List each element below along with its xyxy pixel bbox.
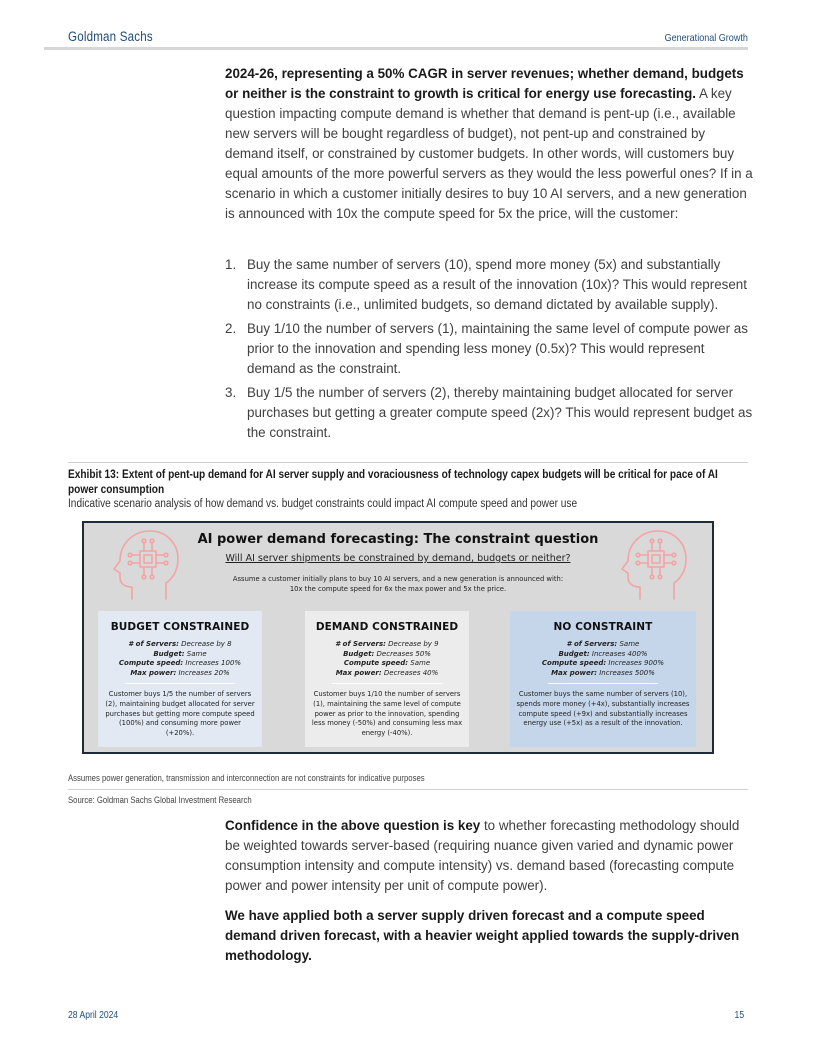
intro-paragraph	[225, 64, 755, 224]
list-text: Buy 1/5 the number of servers (2), thereby maintaining budget allocated for server purchases but getting a greater compute speed (2x)? This would represent budget as the constraint.	[247, 385, 753, 440]
stat-value: Same	[617, 640, 640, 648]
stat-label: # of Servers:	[335, 640, 386, 648]
scenario-demand-constrained	[305, 611, 469, 747]
scenario-description: Customer buys 1/10 the number of servers (1), maintaining the same level of compute power as prior to the innovation, spending less money (-50%) and consuming less max energy (-40%).	[311, 690, 463, 737]
stat-value: Decrease by 8	[178, 640, 232, 648]
divider	[548, 683, 658, 684]
stat-value: Increases 100%	[183, 659, 242, 668]
list-text: Buy 1/10 the number of servers (1), maintaining the same level of compute power as prior to the innovation and spending less money (0.5x)? This would represent demand as the constraint.	[247, 321, 748, 376]
divider	[332, 683, 442, 684]
stat-label: Budget:	[343, 649, 375, 658]
stat-value: Increases 900%	[606, 659, 665, 668]
assumption-line-2: 10x the compute speed for 6x the max power and 5x the price.	[289, 585, 507, 593]
divider	[125, 683, 235, 684]
stat-value: Decreases 50%	[374, 649, 431, 658]
confidence-text: to whether forecasting methodology should be weighted towards server-based (requiring nuance given varied and dynamic power consumption intensity and compute intensity) vs. demand based (forecasting compute power and power intensity per unit of compute power).	[225, 818, 740, 893]
stat-value: Decrease by 9	[385, 640, 439, 648]
confidence-paragraph	[225, 816, 755, 896]
source-rule	[68, 789, 748, 790]
exhibit-subtitle: Indicative scenario analysis of how demand vs. budget constraints could impact AI compute speed and power use	[68, 498, 578, 510]
stat-label: Compute speed:	[118, 659, 184, 668]
stat-label: # of Servers:	[128, 640, 179, 648]
stat-value: Same	[184, 649, 207, 658]
infographic-assumption	[174, 574, 622, 594]
methodology-bold: We have applied both a server supply driven forecast and a compute speed demand driven forecast, with a heavier weight applied towards the supply-driven methodology.	[225, 908, 740, 963]
confidence-bold: Confidence in the above question is key	[225, 818, 481, 833]
list-number: 3.	[225, 385, 237, 400]
stat-label: Compute speed:	[343, 659, 409, 668]
scenario-title: NO CONSTRAINT	[553, 621, 653, 633]
stat-label: # of Servers:	[566, 640, 618, 648]
scenario-description: Customer buys 1/5 the number of servers (2), maintaining budget allocated for server purchases but getting more compute speed (100%) and consuming more power (+20%).	[105, 690, 255, 737]
page-number: 15	[734, 1010, 744, 1021]
stat-value: Increases 20%	[176, 668, 230, 677]
brand-name: Goldman Sachs	[68, 29, 153, 44]
scenario-title: DEMAND CONSTRAINED	[315, 621, 459, 633]
exhibit-note: Assumes power generation, transmission and interconnection are not constraints for indicative purposes	[68, 773, 425, 783]
stat-label: Compute speed:	[541, 659, 607, 668]
stat-label: Max power:	[551, 668, 598, 677]
infographic-question: Will AI server shipments be constrained by demand, budgets or neither?	[225, 553, 571, 564]
intro-bold: 2024-26, representing a 50% CAGR in server revenues; whether demand, budgets or neither is the constraint to growth is critical for energy use forecasting.	[225, 66, 744, 101]
intro-text: A key question impacting compute demand is whether that demand is pent-up (i.e., available new servers will be bought regardless of budget), not pent-up and constrained by demand itself, or constrained by customer budgets. In other words, will customers buy equal amounts of the more powerful servers as they would the less powerful ones? If in a scenario in which a customer initially desires to buy 10 AI servers, and a new generation is announced with 10x the compute speed for 5x the price, will the customer:	[225, 86, 753, 221]
scenario-stats	[98, 640, 262, 678]
stat-label: Max power:	[335, 668, 382, 677]
list-text: Buy the same number of servers (10), spend more money (5x) and substantially increase its compute speed as a result of the innovation (10x)? This would represent no constraints (i.e., unlimited budgets, so demand dictated by available supply).	[247, 257, 747, 312]
scenario-no-constraint	[510, 611, 696, 747]
list-item	[225, 383, 755, 443]
list-number: 2.	[225, 321, 237, 336]
stat-value: Increases 500%	[597, 668, 655, 677]
footer-date: 28 April 2024	[68, 1010, 119, 1021]
scenario-stats	[510, 640, 696, 678]
assumption-line-1: Assume a customer initially plans to buy 10 AI servers, and a new generation is announced with:	[232, 575, 564, 583]
stat-label: Budget:	[153, 649, 185, 658]
scenario-budget-constrained	[98, 611, 262, 747]
constraint-infographic	[82, 521, 714, 754]
list-item	[225, 319, 755, 379]
exhibit-top-rule	[68, 462, 748, 463]
scenario-title: BUDGET CONSTRAINED	[110, 621, 250, 633]
exhibit-source: Source: Goldman Sachs Global Investment Research	[68, 795, 252, 805]
exhibit-title: Exhibit 13: Extent of pent-up demand for AI server supply and voraciousness of technology capex budgets will be critical for pace of AI power consumption	[68, 469, 718, 496]
stat-value: Same	[408, 659, 431, 668]
stat-value: Increases 400%	[589, 649, 648, 658]
page-header	[44, 28, 748, 50]
infographic-title: AI power demand forecasting: The constraint question	[197, 532, 599, 547]
methodology-paragraph	[225, 906, 755, 966]
stat-label: Budget:	[558, 649, 590, 658]
list-number: 1.	[225, 257, 237, 272]
document-title: Generational Growth	[664, 32, 748, 44]
stat-label: Max power:	[130, 668, 177, 677]
scenario-description: Customer buys the same number of servers (10), spends more money (+4x), substantially increases compute speed (+9x) and substantially increases energy use (+5x) as a result of the innovation.	[516, 690, 690, 728]
scenario-stats	[305, 640, 469, 678]
scenario-options-list	[225, 255, 755, 447]
list-item	[225, 255, 755, 315]
stat-value: Decreases 40%	[381, 668, 439, 677]
